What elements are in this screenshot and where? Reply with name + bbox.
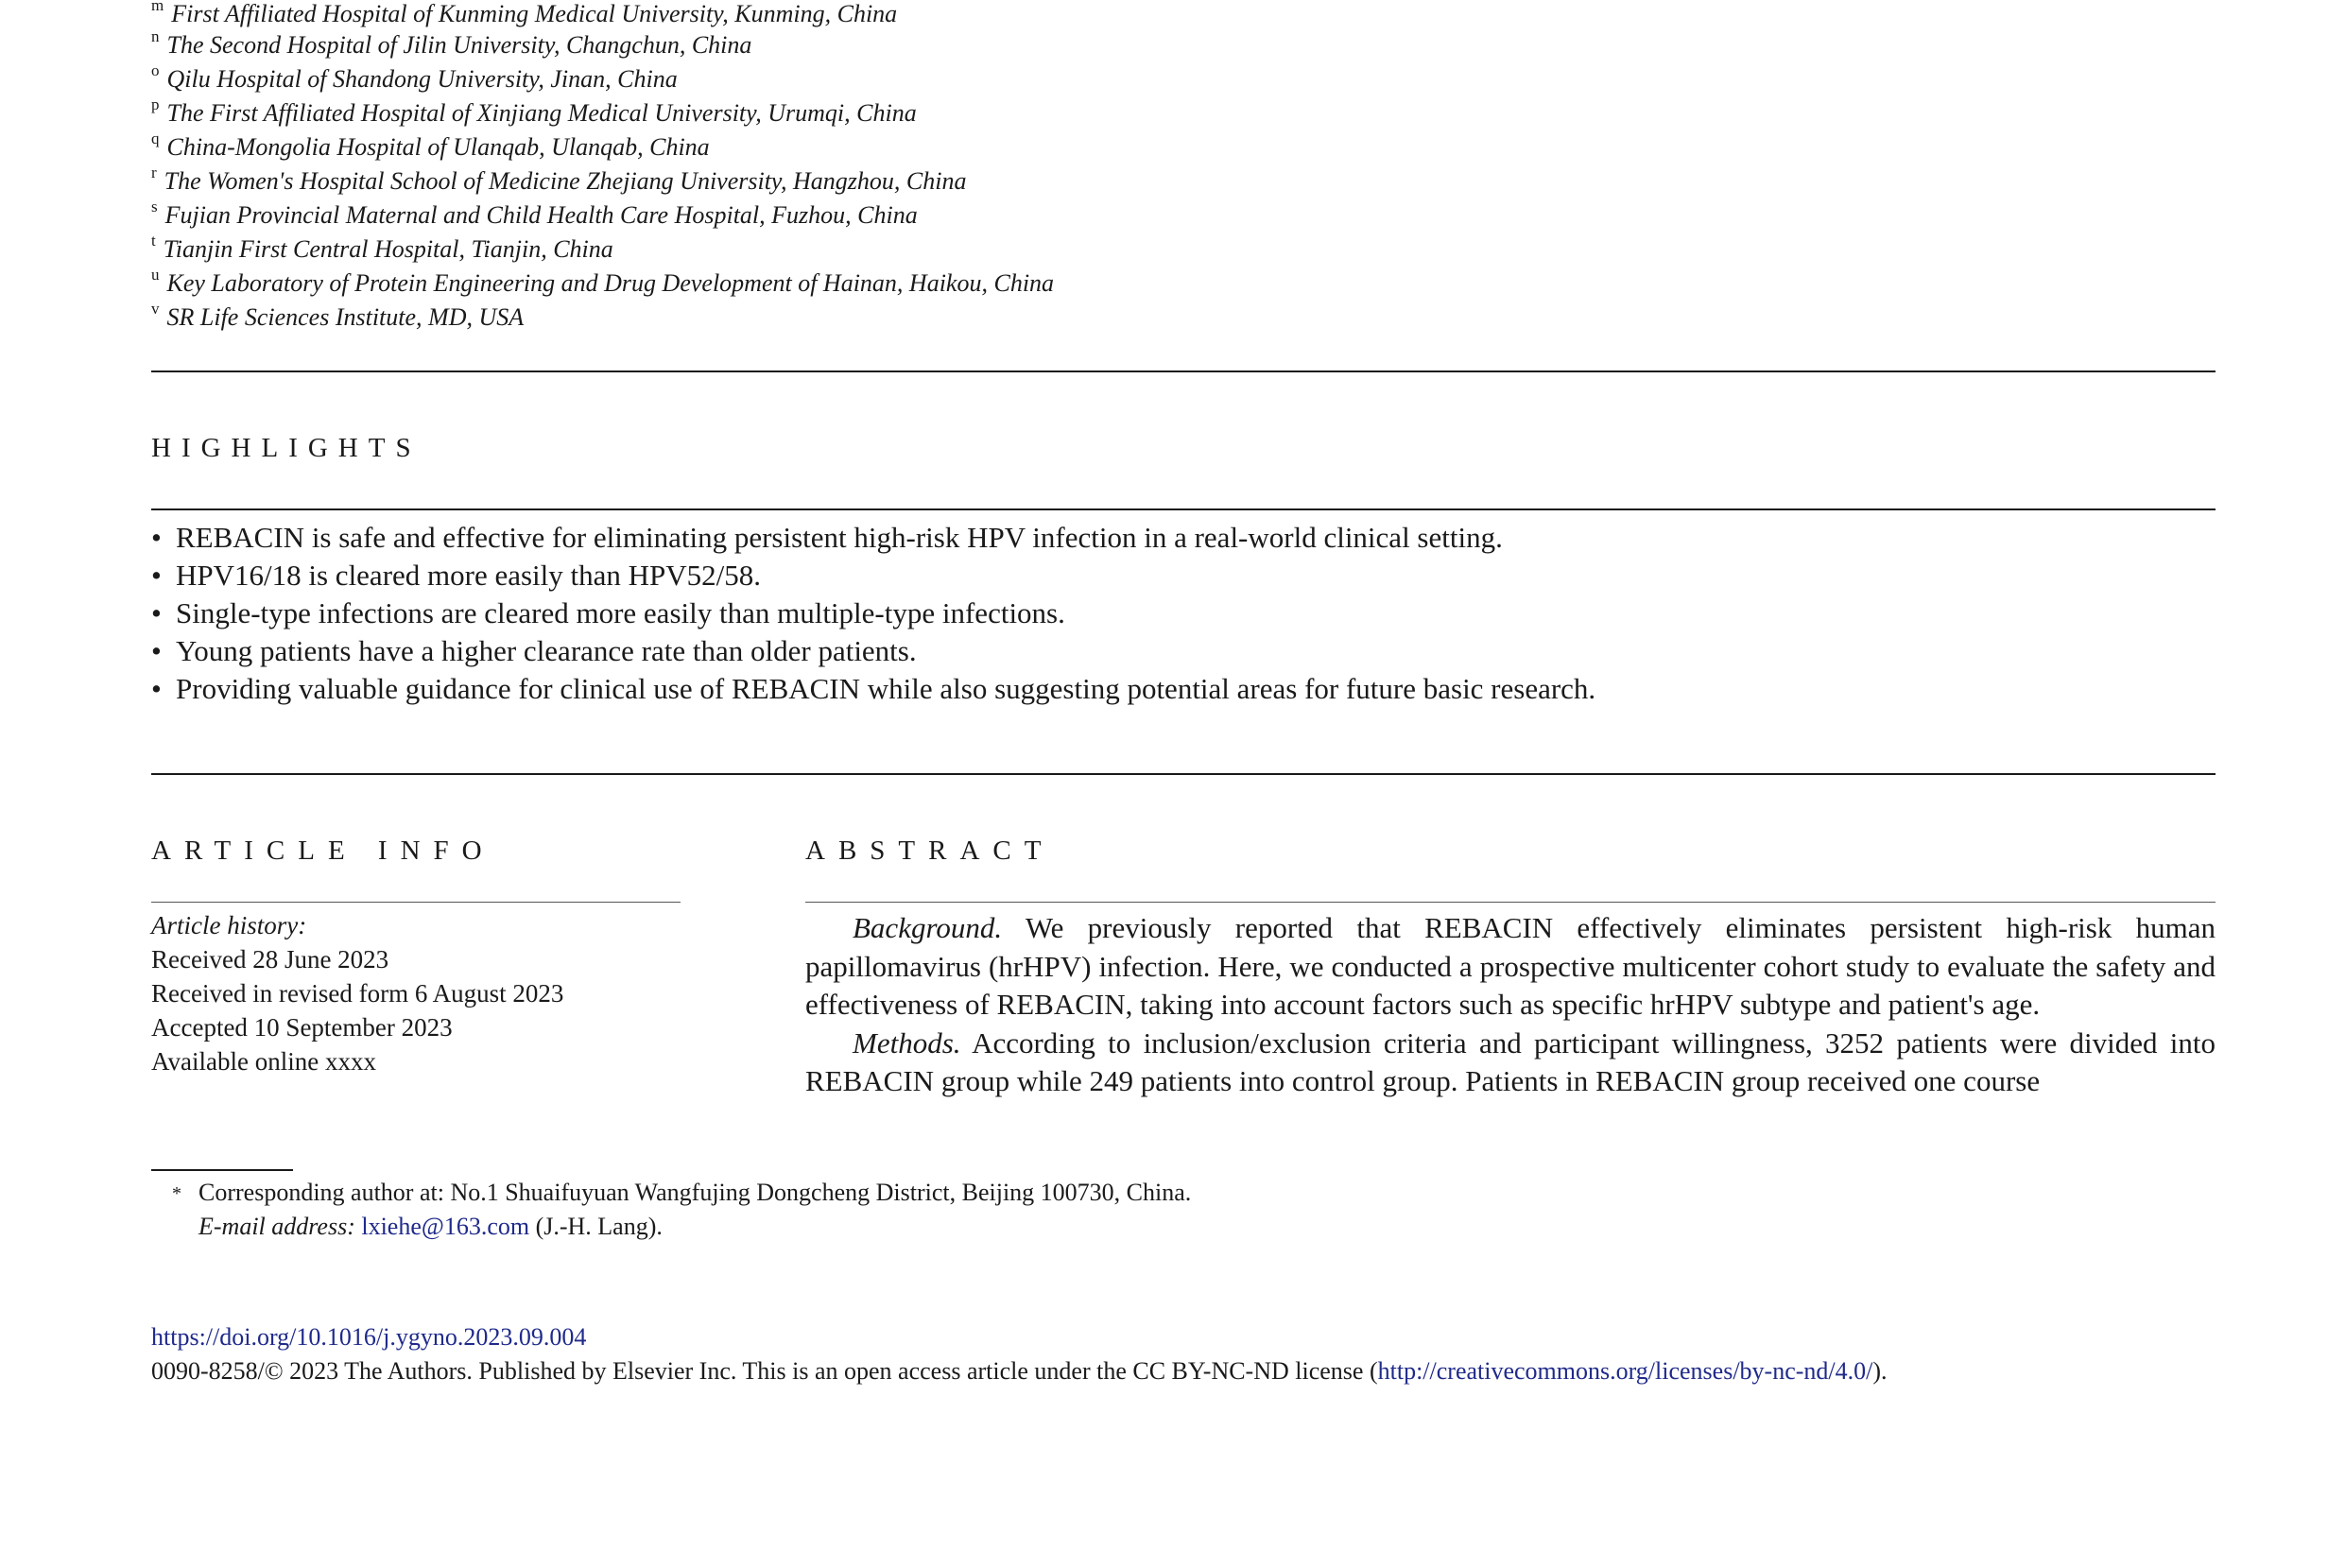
highlights-rule [151,508,2216,510]
footnote-rule [151,1169,293,1171]
affiliation-item: $^q$ China-Mongolia Hospital of Ulanqab, Ulanqab, China [151,129,710,161]
affiliation-item: $^s$ Fujian Provincial Maternal and Child Health Care Hospital, Fuzhou, China [151,198,918,229]
revised-date: Received in revised form 6 August 2023 [151,979,564,1008]
affiliation-item: $^v$ SR Life Sciences Institute, MD, USA [151,300,525,331]
email-line: E-mail address: lxiehe@163.com (J.-H. Lang). [198,1213,663,1240]
email-link[interactable]: lxiehe@163.com [361,1213,530,1240]
highlight-item: • Single-type infections are cleared more easily than multiple-type infections. [151,596,1065,629]
abstract-background: Background. We previously reported that REBACIN effectively eliminates persistent high-risk human papillomavirus (hrHPV) infection. Here, we conducted a prospective multicenter cohort study to evaluate the safety and effectiveness of REBACIN, taking into account factors such as specific hrHPV subtype and patient's age. [805,911,2216,1021]
affiliation-item: $^n$ The Second Hospital of Jilin University, Changchun, China [151,27,752,59]
affiliation-item: $^m$ First Affiliated Hospital of Kunming Medical University, Kunming, China [151,0,898,27]
divider-top [151,370,2216,372]
highlight-item: • REBACIN is safe and effective for eliminating persistent high-risk HPV infection in a real-world clinical setting. [151,521,1503,554]
affiliation-item: $^u$ Key Laboratory of Protein Engineering and Drug Development of Hainan, Haikou, China [151,266,1055,297]
article-info-rule [151,902,681,903]
available-online: Available online xxxx [151,1047,376,1076]
abstract-rule [805,902,2216,903]
license-link[interactable]: http://creativecommons.org/licenses/by-nc-nd/4.0/ [1377,1357,1873,1385]
abstract-body [805,909,2216,1101]
highlight-item: • Young patients have a higher clearance rate than older patients. [151,634,917,667]
highlight-item: • Providing valuable guidance for clinical use of REBACIN while also suggesting potential areas for future basic research. [151,672,1596,705]
received-date: Received 28 June 2023 [151,945,389,974]
accepted-date: Accepted 10 September 2023 [151,1013,453,1042]
highlights-heading: HIGHLIGHTS [151,433,422,463]
doi-line [151,1320,586,1354]
abstract-heading: ABSTRACT [805,836,1055,866]
affiliation-item: $^r$ The Women's Hospital School of Medicine Zhejiang University, Hangzhou, China [151,164,967,195]
article-history-label: Article history: [151,911,307,939]
license-line: 0090-8258/© 2023 The Authors. Published by Elsevier Inc. This is an open access article under the CC BY-NC-ND license (http://creativecommons.org/licenses/by-nc-nd/4.0/). [151,1357,1888,1385]
affiliation-item: $^p$ The First Affiliated Hospital of Xinjiang Medical University, Urumqi, China [151,95,917,127]
doi-link[interactable]: https://doi.org/10.1016/j.ygyno.2023.09.004 [151,1323,587,1351]
abstract-methods: Methods. According to inclusion/exclusion criteria and participant willingness, 3252 patients were divided into REBACIN group while 249 patients into control group. Patients in REBACIN group received one course [805,1025,2216,1097]
affiliation-item: $^o$ Qilu Hospital of Shandong University, Jinan, China [151,61,678,93]
divider-middle [151,773,2216,775]
highlight-item: • HPV16/18 is cleared more easily than HPV52/58. [151,559,762,592]
footnote-marker: * [172,1183,181,1204]
affiliation-item: $^t$ Tianjin First Central Hospital, Tianjin, China [151,232,613,263]
article-info-heading: ARTICLE INFO [151,836,495,866]
corresponding-author: Corresponding author at: No.1 Shuaifuyuan Wangfujing Dongcheng District, Beijing 100730, China. [198,1179,1192,1206]
